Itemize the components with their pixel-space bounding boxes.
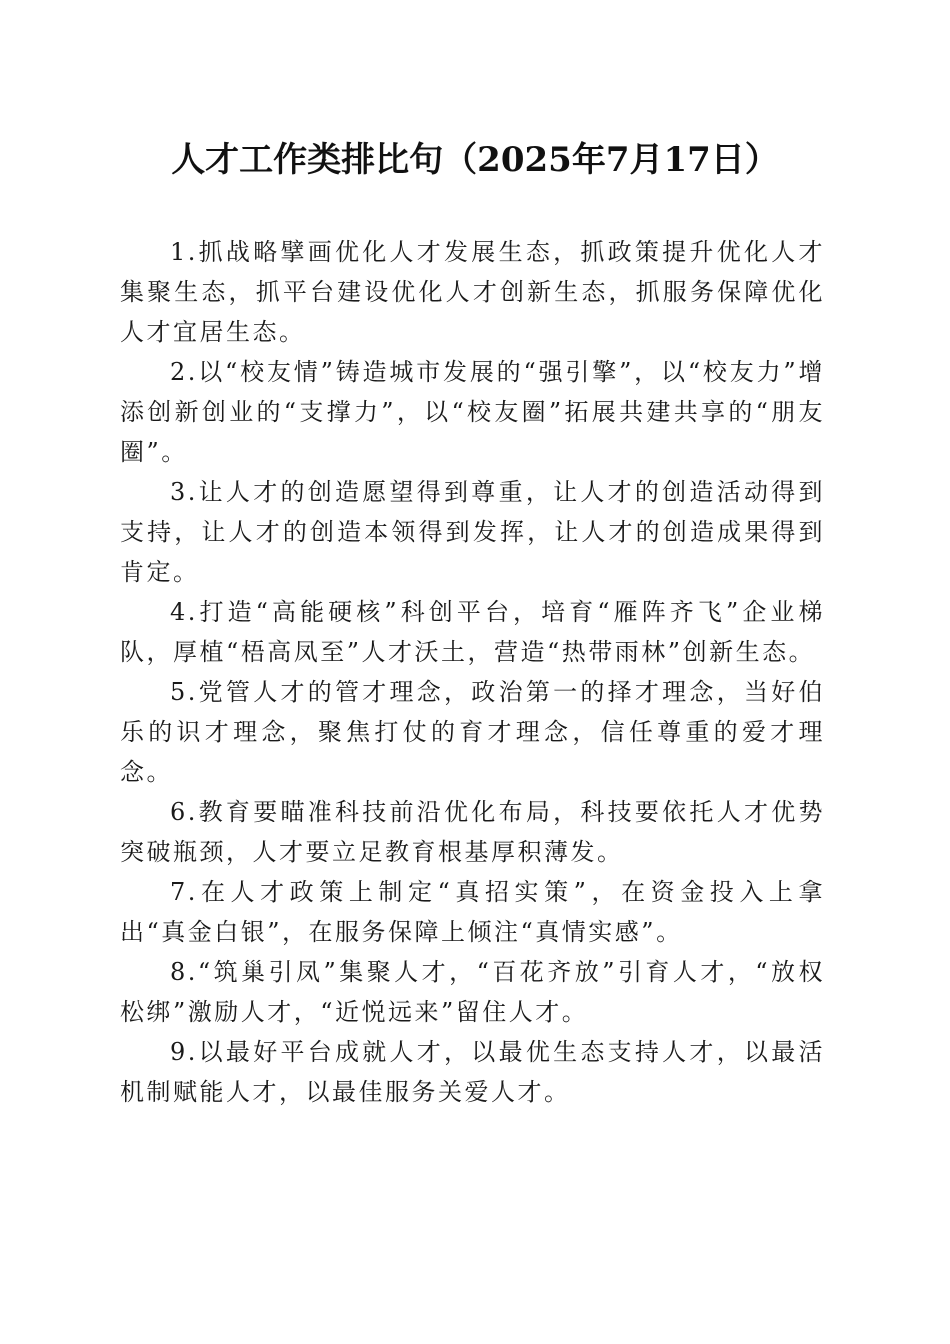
paragraph-9: 9.以最好平台成就人才，以最优生态支持人才，以最活机制赋能人才，以最佳服务关爱人才。: [120, 1038, 825, 1106]
paragraph-2: 2.以“校友情”铸造城市发展的“强引擎”，以“校友力”增添创新创业的“支撑力”，以“校友圈”拓展共建共享的“朋友圈”。: [120, 358, 825, 466]
paragraph-8: 8.“筑巢引凤”集聚人才，“百花齐放”引育人才，“放权松绑”激励人才，“近悦远来”留住人才。: [120, 958, 825, 1026]
paragraph-7: 7.在人才政策上制定“真招实策”，在资金投入上拿出“真金白银”，在服务保障上倾注“真情实感”。: [120, 878, 825, 946]
paragraph-1: 1.抓战略擘画优化人才发展生态，抓政策提升优化人才集聚生态，抓平台建设优化人才创新生态，抓服务保障优化人才宜居生态。: [120, 238, 825, 346]
paragraph-5: 5.党管人才的管才理念，政治第一的择才理念，当好伯乐的识才理念，聚焦打仗的育才理念，信任尊重的爱才理念。: [120, 678, 825, 786]
paragraph-3: 3.让人才的创造愿望得到尊重，让人才的创造活动得到支持，让人才的创造本领得到发挥，让人才的创造成果得到肯定。: [120, 478, 825, 586]
document-body: [120, 232, 825, 1112]
paragraph-6: 6.教育要瞄准科技前沿优化布局，科技要依托人才优势突破瓶颈，人才要立足教育根基厚积薄发。: [120, 798, 825, 866]
paragraph-4: 4.打造“高能硬核”科创平台，培育“雁阵齐飞”企业梯队，厚植“梧高凤至”人才沃土，营造“热带雨林”创新生态。: [120, 598, 825, 666]
page-title: 人才工作类排比句（2025年7月17日）: [171, 140, 779, 180]
